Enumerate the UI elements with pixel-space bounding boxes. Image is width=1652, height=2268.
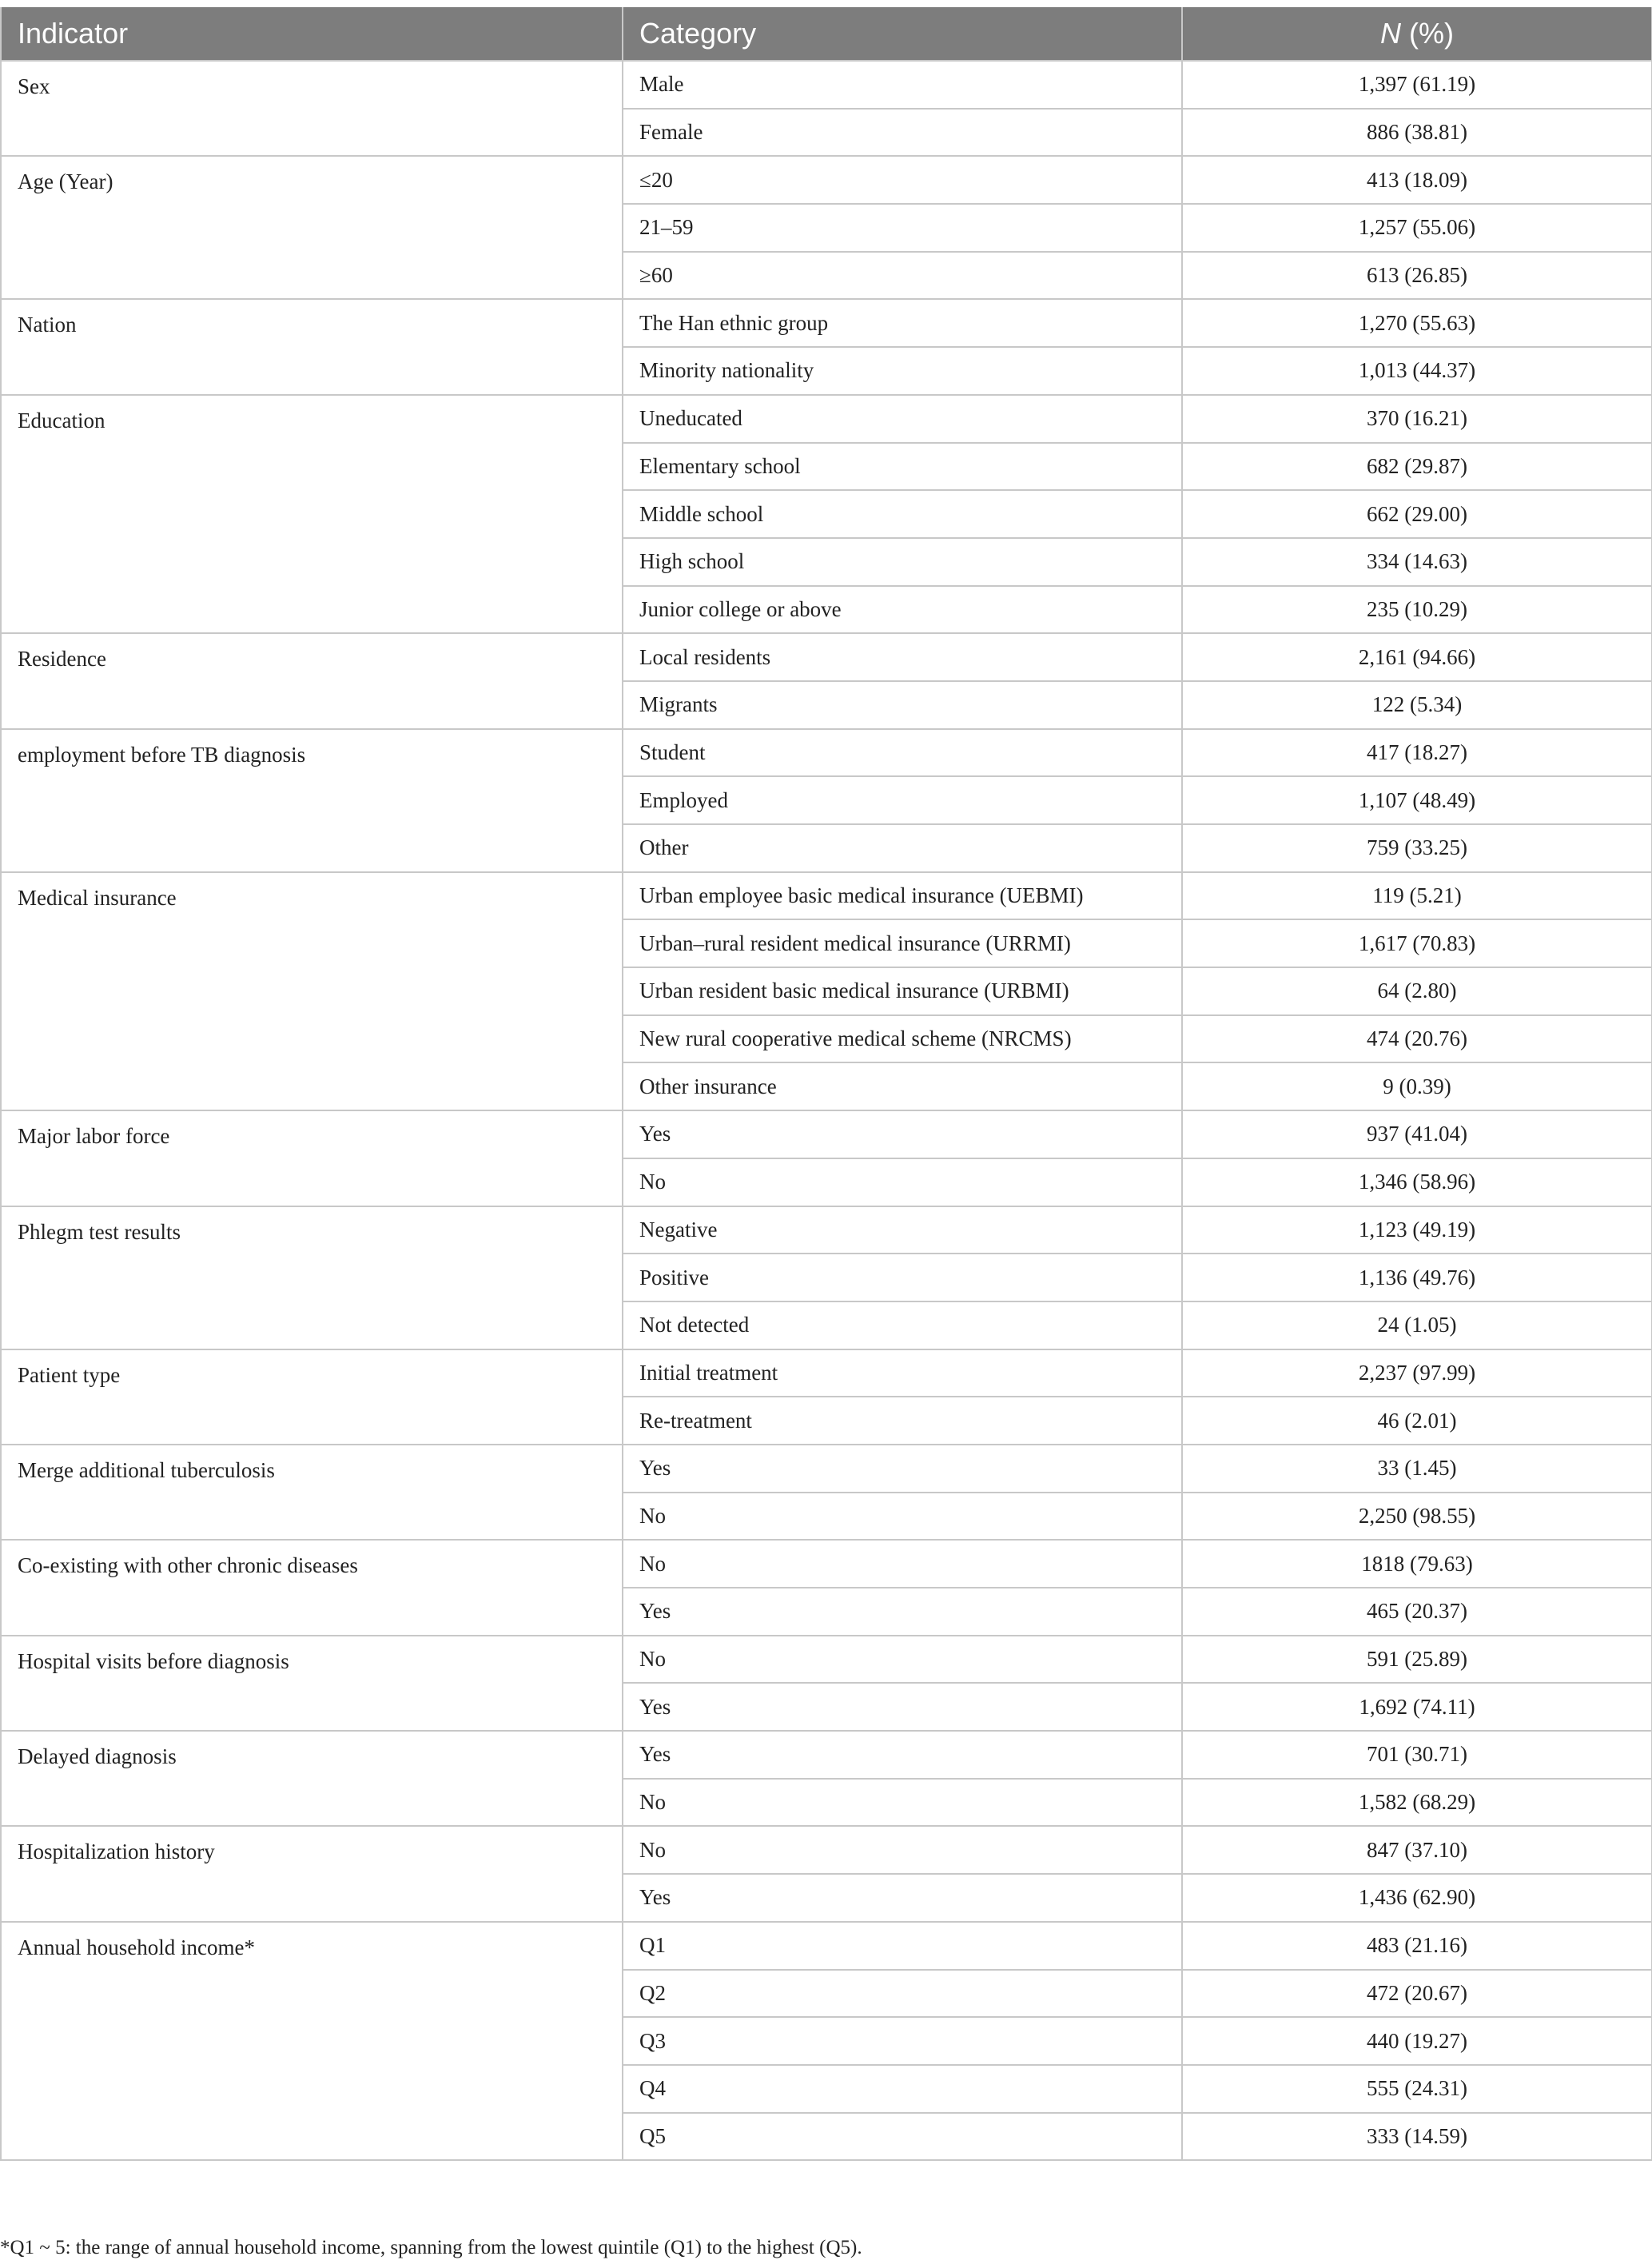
header-n-percent: [1182, 7, 1652, 61]
value-cell: 1,346 (58.96): [1182, 1158, 1652, 1206]
category-cell: No: [623, 1779, 1182, 1827]
value-cell: 413 (18.09): [1182, 156, 1652, 204]
value-cell: 1,136 (49.76): [1182, 1254, 1652, 1301]
value-cell: 333 (14.59): [1182, 2113, 1652, 2161]
table-row: [1, 872, 1652, 920]
value-cell: 1,436 (62.90): [1182, 1874, 1652, 1922]
category-cell: No: [623, 1540, 1182, 1588]
header-indicator: Indicator: [1, 7, 623, 61]
table-header: [1, 7, 1652, 61]
value-cell: 46 (2.01): [1182, 1397, 1652, 1445]
category-cell: Urban employee basic medical insurance (UEBMI): [623, 872, 1182, 920]
category-cell: Other insurance: [623, 1062, 1182, 1110]
value-cell: 24 (1.05): [1182, 1301, 1652, 1349]
value-cell: 937 (41.04): [1182, 1110, 1652, 1158]
table-row: [1, 1636, 1652, 1684]
category-cell: No: [623, 1493, 1182, 1541]
table-row: [1, 1826, 1652, 1874]
category-cell: High school: [623, 538, 1182, 586]
value-cell: 701 (30.71): [1182, 1731, 1652, 1779]
value-cell: 1818 (79.63): [1182, 1540, 1652, 1588]
category-cell: Yes: [623, 1110, 1182, 1158]
category-cell: Minority nationality: [623, 347, 1182, 395]
value-cell: 64 (2.80): [1182, 967, 1652, 1015]
indicator-cell: Hospitalization history: [1, 1826, 623, 1921]
category-cell: Q4: [623, 2065, 1182, 2113]
value-cell: 370 (16.21): [1182, 395, 1652, 443]
indicator-cell: Medical insurance: [1, 872, 623, 1110]
category-cell: Yes: [623, 1874, 1182, 1922]
table-row: [1, 61, 1652, 109]
value-cell: 1,582 (68.29): [1182, 1779, 1652, 1827]
value-cell: 472 (20.67): [1182, 1970, 1652, 2018]
table-row: [1, 1731, 1652, 1779]
category-cell: Local residents: [623, 633, 1182, 681]
value-cell: 1,397 (61.19): [1182, 61, 1652, 109]
category-cell: 21–59: [623, 204, 1182, 252]
category-cell: Employed: [623, 776, 1182, 824]
value-cell: 1,270 (55.63): [1182, 299, 1652, 347]
indicator-cell: Education: [1, 395, 623, 633]
category-cell: Other: [623, 824, 1182, 872]
value-cell: 334 (14.63): [1182, 538, 1652, 586]
table-row: [1, 1540, 1652, 1588]
value-cell: 1,107 (48.49): [1182, 776, 1652, 824]
value-cell: 235 (10.29): [1182, 586, 1652, 634]
value-cell: 417 (18.27): [1182, 729, 1652, 777]
category-cell: No: [623, 1636, 1182, 1684]
value-cell: 1,617 (70.83): [1182, 919, 1652, 967]
category-cell: Yes: [623, 1731, 1182, 1779]
table-footnote: *Q1 ~ 5: the range of annual household income, spanning from the lowest quintile (Q1) to the highest (Q5).: [0, 2237, 862, 2258]
header-n: N: [1380, 17, 1401, 50]
table-row: [1, 1110, 1652, 1158]
category-cell: Yes: [623, 1445, 1182, 1493]
indicator-cell: Delayed diagnosis: [1, 1731, 623, 1826]
category-cell: Q5: [623, 2113, 1182, 2161]
value-cell: 682 (29.87): [1182, 443, 1652, 491]
value-cell: 591 (25.89): [1182, 1636, 1652, 1684]
indicator-cell: Hospital visits before diagnosis: [1, 1636, 623, 1731]
indicator-cell: Nation: [1, 299, 623, 394]
category-cell: Initial treatment: [623, 1349, 1182, 1397]
value-cell: 122 (5.34): [1182, 681, 1652, 729]
indicator-cell: Sex: [1, 61, 623, 156]
value-cell: 119 (5.21): [1182, 872, 1652, 920]
category-cell: Female: [623, 109, 1182, 157]
category-cell: Junior college or above: [623, 586, 1182, 634]
indicator-cell: Major labor force: [1, 1110, 623, 1206]
header-row: [1, 7, 1652, 61]
category-cell: ≤20: [623, 156, 1182, 204]
category-cell: Migrants: [623, 681, 1182, 729]
table-row: [1, 299, 1652, 347]
value-cell: 1,257 (55.06): [1182, 204, 1652, 252]
category-cell: No: [623, 1826, 1182, 1874]
value-cell: 440 (19.27): [1182, 2017, 1652, 2065]
demographics-table-container: [0, 7, 1651, 2161]
value-cell: 474 (20.76): [1182, 1015, 1652, 1063]
category-cell: Urban–rural resident medical insurance (URRMI): [623, 919, 1182, 967]
category-cell: Q1: [623, 1922, 1182, 1970]
indicator-cell: Annual household income*: [1, 1922, 623, 2160]
category-cell: Male: [623, 61, 1182, 109]
indicator-cell: Merge additional tuberculosis: [1, 1445, 623, 1540]
table-row: [1, 156, 1652, 204]
value-cell: 2,250 (98.55): [1182, 1493, 1652, 1541]
value-cell: 555 (24.31): [1182, 2065, 1652, 2113]
indicator-cell: Residence: [1, 633, 623, 728]
category-cell: Negative: [623, 1206, 1182, 1254]
category-cell: Uneducated: [623, 395, 1182, 443]
table-row: [1, 633, 1652, 681]
category-cell: The Han ethnic group: [623, 299, 1182, 347]
value-cell: 2,237 (97.99): [1182, 1349, 1652, 1397]
table-row: [1, 1445, 1652, 1493]
category-cell: Urban resident basic medical insurance (URBMI): [623, 967, 1182, 1015]
value-cell: 847 (37.10): [1182, 1826, 1652, 1874]
category-cell: ≥60: [623, 252, 1182, 300]
value-cell: 33 (1.45): [1182, 1445, 1652, 1493]
value-cell: 9 (0.39): [1182, 1062, 1652, 1110]
indicator-cell: Age (Year): [1, 156, 623, 299]
table-row: [1, 729, 1652, 777]
indicator-cell: Phlegm test results: [1, 1206, 623, 1349]
value-cell: 759 (33.25): [1182, 824, 1652, 872]
category-cell: Q3: [623, 2017, 1182, 2065]
category-cell: Student: [623, 729, 1182, 777]
value-cell: 465 (20.37): [1182, 1588, 1652, 1636]
table-row: [1, 395, 1652, 443]
category-cell: No: [623, 1158, 1182, 1206]
table-row: [1, 1349, 1652, 1397]
category-cell: Yes: [623, 1588, 1182, 1636]
category-cell: Re-treatment: [623, 1397, 1182, 1445]
value-cell: 1,013 (44.37): [1182, 347, 1652, 395]
value-cell: 1,692 (74.11): [1182, 1683, 1652, 1731]
demographics-table: [0, 7, 1652, 2161]
category-cell: Positive: [623, 1254, 1182, 1301]
category-cell: Yes: [623, 1683, 1182, 1731]
category-cell: Elementary school: [623, 443, 1182, 491]
category-cell: Not detected: [623, 1301, 1182, 1349]
value-cell: 483 (21.16): [1182, 1922, 1652, 1970]
table-body: [1, 61, 1652, 2160]
value-cell: 613 (26.85): [1182, 252, 1652, 300]
indicator-cell: employment before TB diagnosis: [1, 729, 623, 872]
value-cell: 2,161 (94.66): [1182, 633, 1652, 681]
header-percent: (%): [1401, 17, 1454, 50]
value-cell: 662 (29.00): [1182, 490, 1652, 538]
value-cell: 1,123 (49.19): [1182, 1206, 1652, 1254]
indicator-cell: Co-existing with other chronic diseases: [1, 1540, 623, 1635]
indicator-cell: Patient type: [1, 1349, 623, 1445]
table-row: [1, 1922, 1652, 1970]
category-cell: Middle school: [623, 490, 1182, 538]
category-cell: New rural cooperative medical scheme (NRCMS): [623, 1015, 1182, 1063]
value-cell: 886 (38.81): [1182, 109, 1652, 157]
category-cell: Q2: [623, 1970, 1182, 2018]
header-category: Category: [623, 7, 1182, 61]
table-row: [1, 1206, 1652, 1254]
